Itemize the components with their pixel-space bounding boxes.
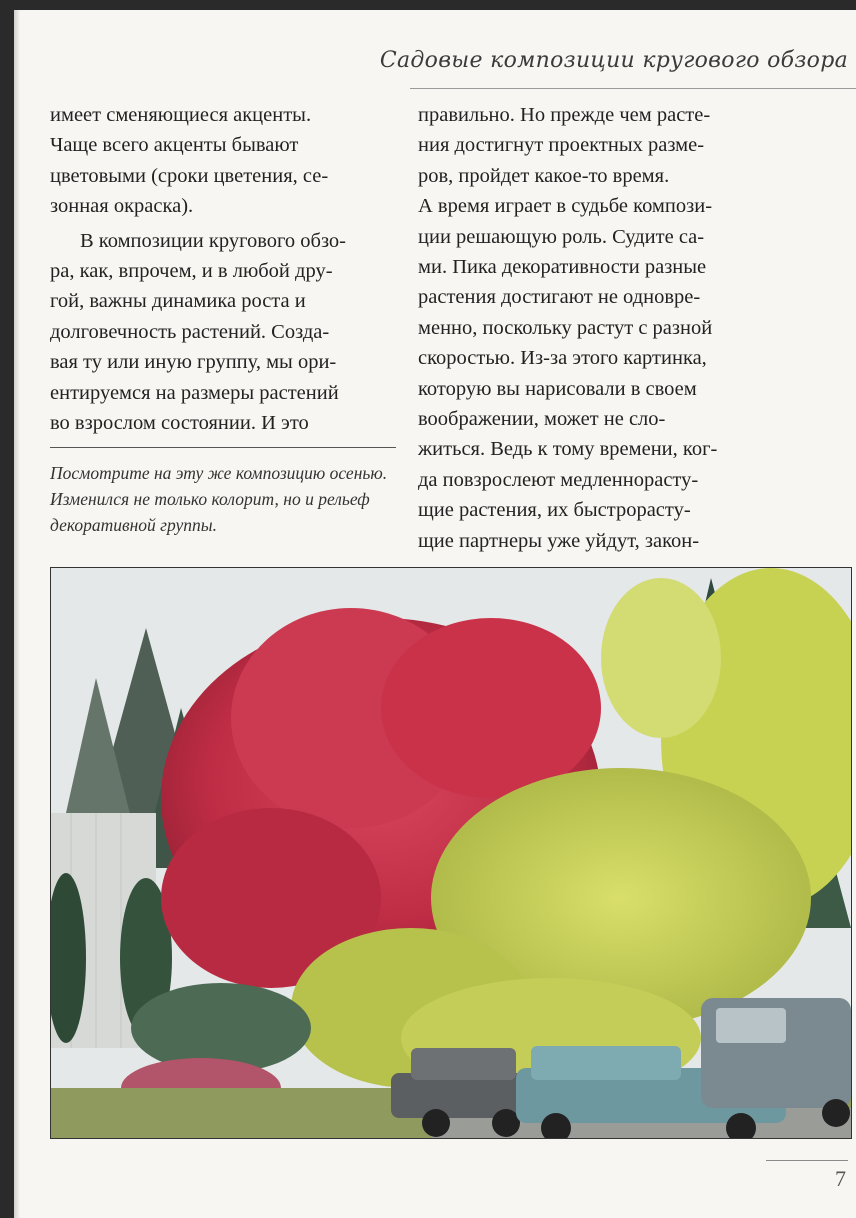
text-line: А время играет в судьбе компози- xyxy=(418,195,713,218)
text-line: менно, поскольку растут с разной xyxy=(418,316,713,339)
running-head: Садовые композиции кругового обзора xyxy=(379,48,848,73)
left-column xyxy=(50,100,396,438)
text-line: житься. Ведь к тому времени, ког- xyxy=(418,438,718,461)
text-line: Чаще всего акценты бывают xyxy=(50,134,299,157)
caption-divider xyxy=(50,447,396,448)
van-gray xyxy=(701,998,851,1127)
text-line: вая ту или иную группу, мы ори- xyxy=(50,351,337,374)
text-line: имеет сменяющиеся акценты. xyxy=(50,104,312,126)
text-line: ния достигнут проектных разме- xyxy=(418,134,705,157)
autumn-garden-photo xyxy=(50,567,852,1139)
text-line: во взрослом состоянии. И это xyxy=(50,412,309,435)
text-line: ентируемся на размеры растений xyxy=(50,381,339,404)
page-number: 7 xyxy=(835,1166,846,1191)
text-line: ра, как, впрочем, и в любой дру- xyxy=(50,260,333,283)
text-line: правильно. Но прежде чем расте- xyxy=(418,104,711,126)
page-gutter-shadow xyxy=(14,10,20,1218)
text-line: да повзрослеют медленнорасту- xyxy=(418,468,699,491)
text-line: щие растения, их быстрорасту- xyxy=(418,499,691,522)
text-line: В композиции кругового обзо- xyxy=(80,229,347,252)
running-head-rule xyxy=(410,88,856,89)
text-line: воображении, может не сло- xyxy=(418,408,666,431)
text-line: которую вы нарисовали в своем xyxy=(418,377,697,400)
photo-illustration xyxy=(51,568,851,1138)
book-page xyxy=(14,10,856,1218)
text-line: зонная окраска). xyxy=(50,195,194,218)
photo-caption: Посмотрите на эту же композицию осенью. Изменился не только колорит, но и рельеф декоративной группы. xyxy=(50,463,388,535)
text-line: долговечность растений. Созда- xyxy=(50,320,330,343)
text-line: гой, важны динамика роста и xyxy=(50,290,306,313)
text-line: ми. Пика декоративности разные xyxy=(418,256,707,279)
text-line: скоростью. Из-за этого картинка, xyxy=(418,347,707,370)
text-line: цветовыми (сроки цветения, се- xyxy=(50,164,329,187)
page-number-rule xyxy=(766,1160,848,1161)
right-column xyxy=(418,100,770,556)
text-line: ции решающую роль. Судите са- xyxy=(418,225,705,248)
text-line: щие партнеры уже уйдут, закон- xyxy=(418,529,700,552)
text-line: растения достигают не одновре- xyxy=(418,286,701,309)
text-line: ров, пройдет какое-то время. xyxy=(418,164,670,187)
